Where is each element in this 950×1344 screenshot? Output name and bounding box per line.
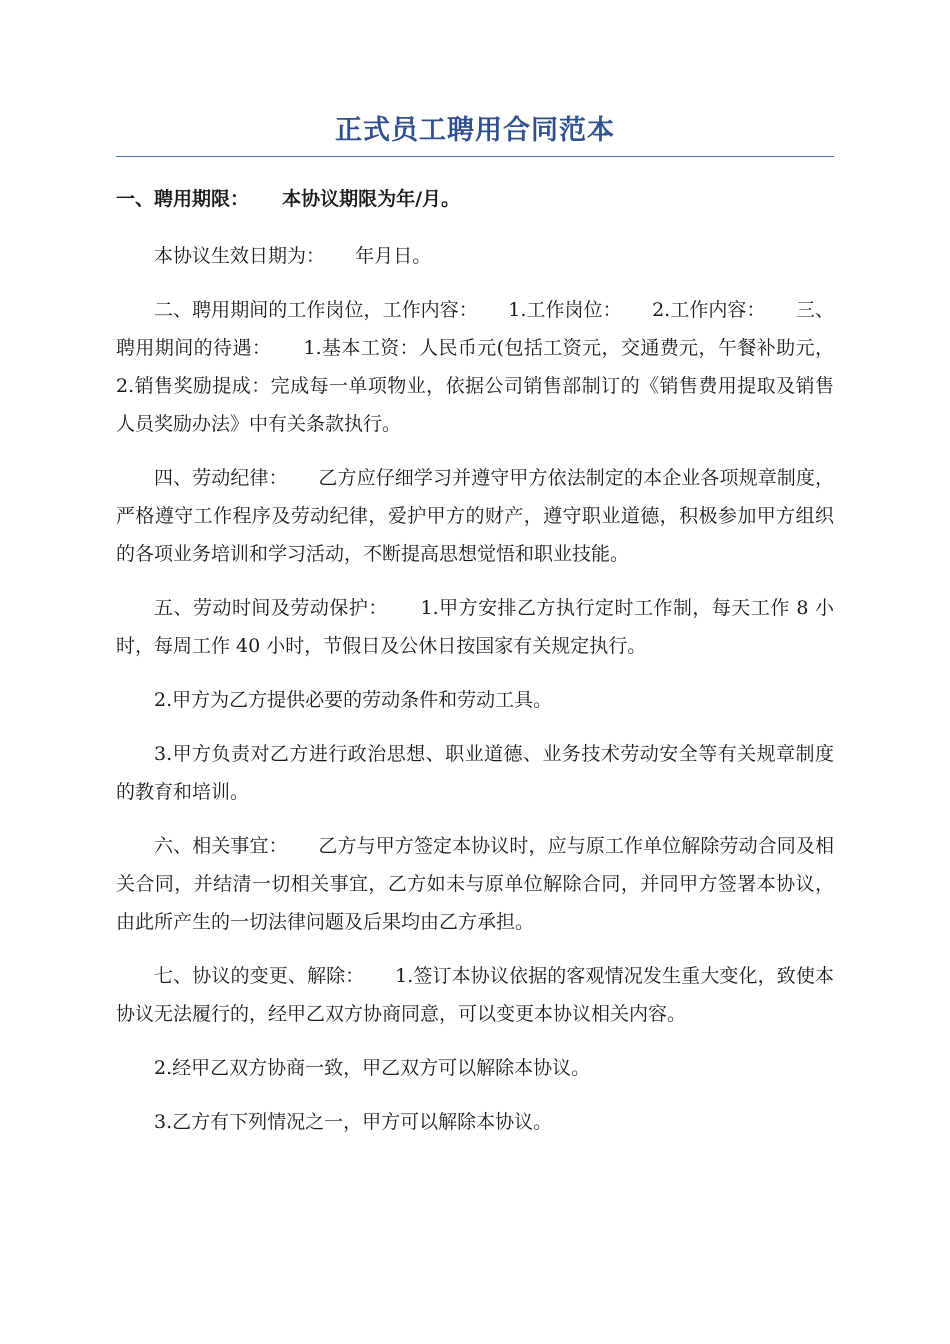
paragraph-mutual-termination: 2.经甲乙双方协商一致，甲乙双方可以解除本协议。	[154, 1057, 591, 1079]
paragraph-change-termination: 七、协议的变更、解除： 1.签订本协议依据的客观情况发生重大变化，致使本协议无法履行的，经甲乙双方协商同意，可以变更本协议相关内容。	[116, 965, 834, 1025]
paragraph-work-conditions: 2.甲方为乙方提供必要的劳动条件和劳动工具。	[154, 689, 553, 711]
paragraph-effective-date: 本协议生效日期为： 年月日。	[154, 245, 432, 267]
document-page	[116, 112, 834, 1157]
paragraph-position-and-pay: 二、聘用期间的工作岗位，工作内容： 1.工作岗位： 2.工作内容： 三、聘用期间的待遇： 1.基本工资：人民币元(包括工资元，交通费元，午餐补助元，2.销售奖励提成：完成每一单项物业，依据公司销售部制订的《销售费用提取及销售人员奖励办法》中有关条款执行。	[116, 299, 834, 435]
paragraph-related-matters: 六、相关事宜： 乙方与甲方签定本协议时，应与原工作单位解除劳动合同及相关合同，并结清一切相关事宜，乙方如未与原单位解除合同，并同甲方签署本协议，由此所产生的一切法律问题及后果均由乙方承担。	[116, 835, 834, 933]
paragraph-termination-conditions: 3.乙方有下列情况之一，甲方可以解除本协议。	[154, 1111, 553, 1133]
document-title: 正式员工聘用合同范本	[116, 112, 834, 157]
paragraph-training: 3.甲方负责对乙方进行政治思想、职业道德、业务技术劳动安全等有关规章制度的教育和培训。	[116, 743, 834, 803]
paragraph-labor-discipline: 四、劳动纪律： 乙方应仔细学习并遵守甲方依法制定的本企业各项规章制度，严格遵守工作程序及劳动纪律，爱护甲方的财产，遵守职业道德，积极参加甲方组织的各项业务培训和学习活动，不断提高思想觉悟和职业技能。	[116, 467, 834, 565]
section-heading-term: 一、聘用期限： 本协议期限为年/月。	[116, 188, 461, 210]
paragraph-working-hours: 五、劳动时间及劳动保护： 1.甲方安排乙方执行定时工作制，每天工作 8 小时，每周工作 40 小时，节假日及公休日按国家有关规定执行。	[116, 597, 834, 657]
